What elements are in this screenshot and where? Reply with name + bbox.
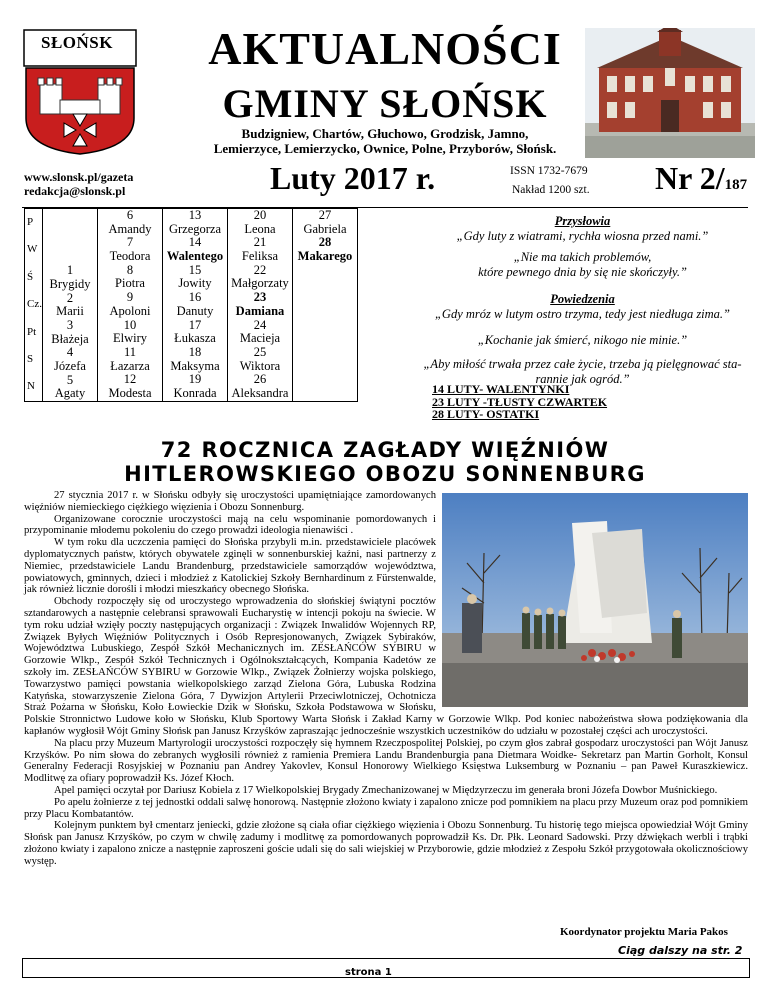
calendar-date: 15: [188, 262, 202, 277]
calendar-nameday: Apoloni: [109, 303, 151, 318]
proverbs-box: [410, 214, 755, 387]
calendar-week-5: [292, 209, 357, 402]
weekday-label: W: [27, 243, 38, 256]
proverb-1: „Gdy luty z wiatrami, rychła wiosna przed nami.”: [456, 229, 709, 243]
calendar-nameday: Piotra: [115, 276, 145, 291]
calendar-nameday: [43, 218, 97, 227]
calendar-date: 11: [123, 344, 136, 359]
weekday-label: Pt: [27, 325, 37, 338]
website-link[interactable]: www.slonsk.pl/gazeta: [24, 170, 134, 184]
saying-2: „Kochanie jak śmierć, nikogo nie minie.”: [477, 333, 688, 347]
issue-number-main: Nr 2/: [655, 160, 725, 196]
calendar-date: 12: [123, 372, 137, 387]
proverb-2b: które pewnego dnia by się nie skończyły.”: [478, 265, 687, 279]
masthead-subtitle: GMINY SŁOŃSK: [222, 81, 548, 126]
article-headline: [60, 438, 710, 486]
calendar-date: 3: [66, 317, 74, 332]
issue-number: [655, 160, 747, 197]
calendar-nameday: Łazarza: [110, 358, 150, 373]
calendar-date: 2: [66, 290, 74, 305]
proverbs-heading: Przysłowia: [554, 214, 611, 228]
page-number: strona 1: [345, 967, 392, 978]
calendar-nameday: [43, 237, 97, 246]
calendar-nameday: Maksyma: [170, 358, 220, 373]
calendar-date: 27: [318, 208, 332, 222]
article-paragraph: Na placu przy Muzeum Martyrologii uroczystości rozpoczęły się hymnem Rzeczpospolitej Polskiej, po czym głos zabrał gospodarz uroczystości pan Wójt Janusz Krzyśków. Po nim słowa do zebranych wygłosili również z ramienia Premiera Landu Brandenburgia pana Dietmara Woidke- Sekretarz pan Martin Gorholt, Konsul Generalny Federacji Rosyjskiej w Poznaniu pan Andrey Yakovlev, Konsul Honorowy Wielkiego Księstwa Luksemburg w Poznaniu – pan Paweł Kuraszkiewicz. Modlitwę za ofiary poprowadził Ks. Józef Kłoch.: [24, 737, 748, 785]
calendar-date: 20: [253, 208, 267, 222]
calendar-date: 26: [253, 372, 267, 387]
calendar-date: 22: [253, 262, 267, 277]
saying-3a: „Aby miłość trwała przez całe życie, trzeba ją pielęgnować sta-: [423, 357, 742, 371]
calendar-week-1: [42, 209, 97, 402]
calendar-date: 13: [188, 208, 202, 222]
event-item: 14 LUTY- WALENTYNKI: [432, 382, 570, 396]
masthead-title: AKTUALNOŚCI: [208, 23, 562, 74]
calendar-date: 8: [126, 262, 134, 277]
weekday-label: P: [27, 216, 34, 228]
calendar-nameday: Konrada: [173, 385, 217, 400]
article-signature: Koordynator projektu Maria Pakos: [560, 926, 728, 938]
proverb-2a: „Nie ma takich problemów,: [513, 250, 652, 264]
calendar-nameday: Elwiry: [112, 331, 147, 346]
calendar-nameday: Modesta: [108, 385, 152, 400]
calendar-date: 21: [253, 235, 267, 250]
calendar-nameday: Jowity: [178, 276, 212, 291]
calendar-date: [43, 227, 97, 236]
calendar-nameday: Marii: [56, 304, 84, 319]
calendar-date: 17: [188, 317, 202, 332]
article-paragraph: Kolejnym punktem był cmentarz jeniecki, gdzie złożone są ciała ofiar ciężkiego więzienia i Obozu Sonnenburg. Tu historię tego miejsca opowiedział Wójt Gminy Słońsk pan Janusz Krzyśków, po czym w chwilę zadumy i modlitwę za pomordowanych poprowadził Ks. Dr. Płk. Leonard Sadowski. Przy dźwiękach werbli i trąbki złożono kwiaty i zapalono znicze a następnie zaproszeni goście udali się do sali wiejskiej w Przyborowie, gdzie młodzież z Zespołu Szkół przygotowała okolicznościowy występ.: [24, 820, 748, 867]
calendar-nameday: Leona: [244, 221, 276, 236]
saying-1: „Gdy mróz w lutym ostro trzyma, tedy jest niedługa zima.”: [434, 307, 731, 321]
calendar-date: 25: [253, 344, 267, 359]
calendar-date: 9: [126, 290, 134, 305]
calendar-week-2: [97, 209, 162, 402]
calendar-date: 14: [188, 235, 202, 250]
calendar-nameday: Grzegorza: [168, 221, 221, 236]
calendar-nameday: Agaty: [54, 386, 86, 401]
weekday-label: Ś: [27, 270, 34, 283]
calendar-nameday: Makarego: [297, 249, 353, 264]
article-paragraph: W tym roku dla uczczenia pamięci do Słońska przybyli m.in. przedstawiciele placówek dyplomatycznych państw, których obywatele zginęli w sonnenburskiej kaźni, nasi partnerzy z Niemiec, przedstawiciele Landu Brandenburg, przedstawiciele samorządów województwa, powiatowych, gminnych, dzieci i młodzież z Katolickiej Szkoły Bernhardinum z Fürstenwalde, jak również licznie dorośli i młodzi mieszkańcy obecnego Słońska.: [24, 537, 436, 596]
article-paragraph: 27 stycznia 2017 r. w Słońsku odbyły się uroczystości upamiętniające zamordowanych więźniów niemieckiego ciężkiego więzienia i Obozu Sonnenburg.: [24, 490, 436, 513]
calendar-nameday: Błażeja: [51, 331, 89, 346]
article-body: [24, 490, 748, 868]
saying-3b: rannie jak ogród.”: [535, 372, 630, 386]
issn: ISSN 1732-7679: [510, 165, 588, 177]
circulation: Nakład 1200 szt.: [512, 184, 590, 196]
calendar-nameday: Feliksa: [241, 249, 279, 264]
calendar-nameday: Józefa: [54, 358, 86, 373]
calendar-date: [43, 246, 97, 255]
continued-link[interactable]: Ciąg dalszy na str. 2: [618, 944, 743, 957]
calendar-date: 1: [66, 263, 74, 278]
calendar-date: 19: [188, 372, 202, 387]
town-hall-photo: [585, 28, 755, 158]
weekday-label: N: [27, 380, 35, 393]
calendar-week-4: [227, 209, 292, 402]
villages-line-2: Lemierzyce, Lemierzycko, Ownice, Polne, Przyborów, Słońsk.: [213, 141, 557, 156]
calendar-nameday: Aleksandra: [231, 385, 289, 400]
calendar-date: 18: [188, 344, 202, 359]
calendar-nameday: Walentego: [166, 249, 224, 264]
calendar-date: [43, 209, 97, 218]
crest-label: SŁOŃSK: [41, 33, 113, 52]
calendar-nameday: Danuty: [176, 303, 214, 318]
calendar-date: 16: [188, 290, 202, 305]
event-item: 28 LUTY- OSTATKI: [432, 407, 540, 421]
event-item: 23 LUTY -TŁUSTY CZWARTEK: [432, 394, 608, 409]
article-paragraph: Po apelu żołnierze z tej jednostki oddali salwę honorową. Następnie złożono kwiaty i zapalono znicze pod pomnikiem na placu przy Muzeum oraz pod pomnikiem przy Placu Kombatantów.: [24, 796, 748, 820]
calendar-nameday: Wiktora: [239, 358, 281, 373]
calendar-date: 28: [318, 235, 332, 250]
article-paragraph: Apel pamięci oczytał por Dariusz Kobiela z 17 Wielkopolskiej Brygady Zmechanizowanej w Międzyrzeczu im generała broni Józefa Dowbor Muśnickiego.: [54, 784, 718, 796]
calendar-nameday: Gabriela: [303, 221, 347, 236]
calendar-date: 6: [126, 208, 134, 222]
article-paragraph: Organizowane corocznie uroczystości mają na celu wspominanie pomordowanych i przypominanie młodemu pokoleniu do czego prowadzi ideologia nienawiści .: [24, 513, 436, 537]
calendar-nameday: Damiana: [235, 303, 285, 318]
email-link[interactable]: redakcja@slonsk.pl: [24, 184, 126, 198]
calendar-nameday: Brygidy: [49, 276, 91, 291]
calendar-week-3: [162, 209, 227, 402]
issue-date: Luty 2017 r.: [270, 160, 436, 196]
issue-number-sub: 187: [724, 177, 748, 193]
villages-line-1: Budzigniew, Chartów, Głuchowo, Grodzisk, Jamno,: [241, 126, 529, 141]
calendar-nameday: Teodora: [109, 249, 151, 264]
calendar-date: 5: [66, 372, 74, 387]
calendar-date: 10: [123, 317, 137, 332]
events-list: [432, 383, 607, 421]
calendar-date: 23: [253, 290, 267, 305]
calendar-nameday: Amandy: [108, 221, 152, 236]
headline-line-1: 72 ROCZNICA ZAGŁADY WIĘŹNIÓW: [160, 438, 610, 462]
calendar-date: 24: [253, 317, 267, 332]
villages-list: [150, 126, 620, 156]
weekday-column: [25, 209, 43, 402]
memorial-ceremony-photo: [442, 493, 748, 707]
sayings-heading: Powiedzenia: [550, 292, 615, 306]
calendar-date: 4: [66, 345, 74, 360]
header-contact: [24, 170, 133, 198]
february-calendar: [24, 208, 358, 402]
weekday-label: Cz.: [27, 298, 42, 311]
headline-line-2: HITLEROWSKIEGO OBOZU SONNENBURG: [124, 462, 646, 486]
weekday-label: S: [27, 352, 34, 365]
calendar-nameday: Łukasza: [174, 331, 216, 346]
calendar-nameday: Małgorzaty: [231, 276, 289, 291]
calendar-date: 7: [126, 235, 134, 250]
calendar-nameday: Macieja: [239, 331, 281, 346]
article-paragraph: Obchody rozpoczęły się od uroczystego wprowadzenia do słońskiej świątyni pocztów sztandarowych a następnie celebransi sprawowali Eucharystię w intencji pokoju na świecie. W tym roku udział wzięły poczty następujących organizacji : Związek Inwalidów Wojennych RP, Związek Byłych Więźniów Politycznych i Osób Represjonowanych, Związek Sybiraków, Województwa Lubuskiego, Zespół Szkół Mechanicznych im. ZESŁAŃCÓW SYBIRU w Gorzowie Wlkp., Zespół Szkół Technicznych i Ogólnokształcących, Kompania Kadetów ze szkoły im. ZESŁAŃCÓW SYBIRU w Gorzowie Wlkp., Związek Żołnierzy wojska polskiego, Towarzystwo pamięci powstania wielkopolskiego zarząd Zielona Góra, Lubuska Rodzina Katyńska, stowarzyszenie Zielona Góra, 7 Dywizjon Artylerii Przeciwlotniczej, Ochotnicza Straż Pożarna w Słońsku, Koło Łowieckie Dzik w Słońsku, Szkoła Podstawowa w Słońsku, Polskie Stronnictwo Ludowe koło w Słońsku, Klub Sportowy Warta Słońsk i Zakład Karny w Gorzowie Wlkp. Pod koniec nabożeństwa słowa podziękowania dla kapłanów wygłosił Wójt Gminy Słońsk pan Janusz Krzyśków zapraszając jednocześnie wszystkich uczestników do udziału w pozostałej części ach uroczystości.: [24, 596, 748, 737]
